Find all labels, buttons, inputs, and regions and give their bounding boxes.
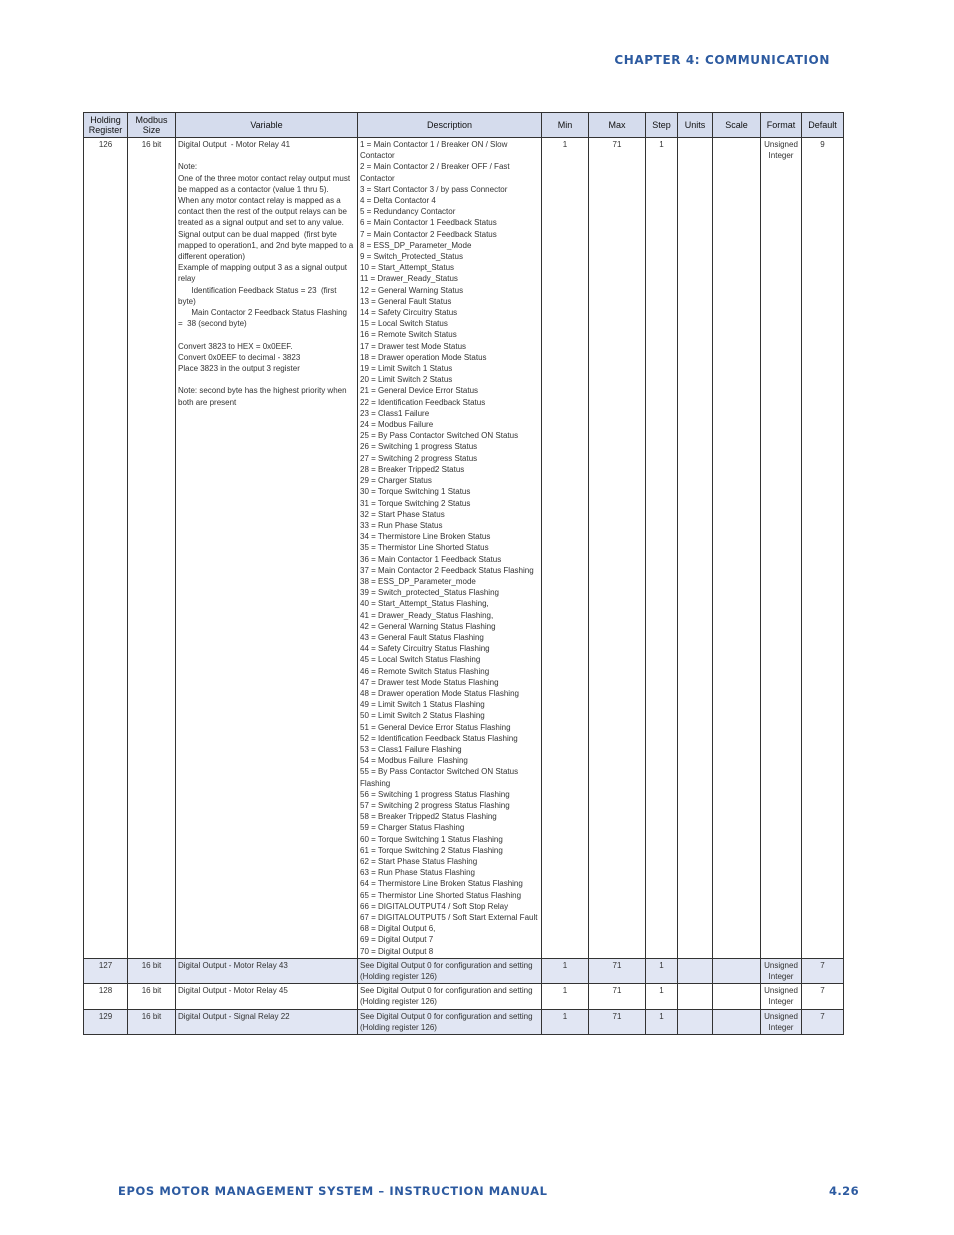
cell-max: 71	[589, 1009, 646, 1034]
cell-format: Unsigned Integer	[761, 958, 802, 983]
col-header-step: Step	[646, 113, 678, 138]
col-header-max: Max	[589, 113, 646, 138]
cell-step: 1	[646, 1009, 678, 1034]
col-header-format: Format	[761, 113, 802, 138]
footer-manual-title: EPOS MOTOR MANAGEMENT SYSTEM – INSTRUCTION MANUAL	[118, 1184, 548, 1198]
cell-step: 1	[646, 958, 678, 983]
cell-scale	[713, 1009, 761, 1034]
cell-scale	[713, 984, 761, 1009]
cell-units	[678, 138, 713, 959]
cell-size: 16 bit	[128, 1009, 176, 1034]
table-row	[84, 138, 844, 959]
cell-register: 127	[84, 958, 128, 983]
table-row	[84, 958, 844, 983]
cell-variable: Digital Output - Signal Relay 22	[176, 1009, 358, 1034]
cell-format: Unsigned Integer	[761, 984, 802, 1009]
cell-min: 1	[542, 1009, 589, 1034]
cell-min: 1	[542, 984, 589, 1009]
col-header-scale: Scale	[713, 113, 761, 138]
cell-min: 1	[542, 138, 589, 959]
col-header-modbus-size: Modbus Size	[128, 113, 176, 138]
cell-max: 71	[589, 984, 646, 1009]
cell-variable: Digital Output - Motor Relay 43	[176, 958, 358, 983]
cell-register: 126	[84, 138, 128, 959]
cell-step: 1	[646, 138, 678, 959]
cell-default: 9	[802, 138, 844, 959]
table-row	[84, 984, 844, 1009]
col-header-holding-register: Holding Register	[84, 113, 128, 138]
cell-max: 71	[589, 958, 646, 983]
col-header-variable: Variable	[176, 113, 358, 138]
cell-default: 7	[802, 984, 844, 1009]
cell-units	[678, 984, 713, 1009]
cell-max: 71	[589, 138, 646, 959]
cell-format: Unsigned Integer	[761, 138, 802, 959]
cell-units	[678, 1009, 713, 1034]
cell-description: See Digital Output 0 for configuration and setting (Holding register 126)	[358, 958, 542, 983]
cell-description: See Digital Output 0 for configuration and setting (Holding register 126)	[358, 984, 542, 1009]
cell-description: See Digital Output 0 for configuration and setting (Holding register 126)	[358, 1009, 542, 1034]
col-header-default: Default	[802, 113, 844, 138]
cell-step: 1	[646, 984, 678, 1009]
cell-size: 16 bit	[128, 984, 176, 1009]
cell-units	[678, 958, 713, 983]
holding-register-table	[83, 112, 844, 1035]
cell-format: Unsigned Integer	[761, 1009, 802, 1034]
cell-default: 7	[802, 1009, 844, 1034]
cell-min: 1	[542, 958, 589, 983]
cell-size: 16 bit	[128, 958, 176, 983]
cell-register: 128	[84, 984, 128, 1009]
col-header-units: Units	[678, 113, 713, 138]
cell-variable: Digital Output - Motor Relay 45	[176, 984, 358, 1009]
cell-scale	[713, 138, 761, 959]
col-header-min: Min	[542, 113, 589, 138]
footer-page-number: 4.26	[829, 1184, 859, 1198]
table-header-row	[84, 113, 844, 138]
table-row	[84, 1009, 844, 1034]
cell-variable: Digital Output - Motor Relay 41 Note: One of the three motor contact relay output must be mapped as a contactor (value 1 thru 5). When any motor contact relay is mapped as a contact then the rest of the output relays can be treated as a signal output and set to any value. Signal output can be dual mapped (first byte mapped to operation1, and 2nd byte mapped to a different operation) Example of mapping output 3 as a signal output relay Identification Feedback Status = 23 (first byte) Main Contactor 2 Feedback Status Flashing = 38 (second byte) Convert 3823 to HEX = 0x0EEF. Convert 0x0EEF to decimal - 3823 Place 3823 in the output 3 register Note: second byte has the highest priority when both are present	[176, 138, 358, 959]
cell-scale	[713, 958, 761, 983]
chapter-header: CHAPTER 4: COMMUNICATION	[614, 53, 830, 67]
cell-register: 129	[84, 1009, 128, 1034]
cell-default: 7	[802, 958, 844, 983]
col-header-description: Description	[358, 113, 542, 138]
cell-size: 16 bit	[128, 138, 176, 959]
cell-description: 1 = Main Contactor 1 / Breaker ON / Slow Contactor 2 = Main Contactor 2 / Breaker OFF / Fast Contactor 3 = Start Contactor 3 / by pass Connector 4 = Delta Contactor 4 5 = Redundancy Contactor 6 = Main Contactor 1 Feedback Status 7 = Main Contactor 2 Feedback Status 8 = ESS_DP_Parameter_Mode 9 = Switch_Protected_Status 10 = Start_Attempt_Status 11 = Drawer_Ready_Status 12 = General Warning Status 13 = General Fault Status 14 = Safety Circuitry Status 15 = Local Switch Status 16 = Remote Switch Status 17 = Drawer test Mode Status 18 = Drawer operation Mode Status 19 = Limit Switch 1 Status 20 = Limit Switch 2 Status 21 = General Device Error Status 22 = Identification Feedback Status 23 = Class1 Failure 24 = Modbus Failure 25 = By Pass Contactor Switched ON Status 26 = Switching 1 progress Status 27 = Switching 2 progress Status 28 = Breaker Tripped2 Status 29 = Charger Status 30 = Torque Switching 1 Status 31 = Torque Switching 2 Status 32 = Start Phase Status 33 = Run Phase Status 34 = Thermistore Line Broken Status 35 = Thermistor Line Shorted Status 36 = Main Contactor 1 Feedback Status 37 = Main Contactor 2 Feedback Status Flashing 38 = ESS_DP_Parameter_mode 39 = Switch_protected_Status Flashing 40 = Start_Attempt_Status Flashing, 41 = Drawer_Ready_Status Flashing, 42 = General Warning Status Flashing 43 = General Fault Status Flashing 44 = Safety Circuitry Status Flashing 45 = Local Switch Status Flashing 46 = Remote Switch Status Flashing 47 = Drawer test Mode Status Flashing 48 = Drawer operation Mode Status Flashing 49 = Limit Switch 1 Status Flashing 50 = Limit Switch 2 Status Flashing 51 = General Device Error Status Flashing 52 = Identification Feedback Status Flashing 53 = Class1 Failure Flashing 54 = Modbus Failure Flashing 55 = By Pass Contactor Switched ON Status Flashing 56 = Switching 1 progress Status Flashing 57 = Switching 2 progress Status Flashing 58 = Breaker Tripped2 Status Flashing 59 = Charger Status Flashing 60 = Torque Switching 1 Status Flashing 61 = Torque Switching 2 Status Flashing 62 = Start Phase Status Flashing 63 = Run Phase Status Flashing 64 = Thermistore Line Broken Status Flashing 65 = Thermistor Line Shorted Status Flashing 66 = DIGITALOUTPUT4 / Soft Stop Relay 67 = DIGITALOUTPUT5 / Soft Start External Fault 68 = Digital Output 6, 69 = Digital Output 7 70 = Digital Output 8	[358, 138, 542, 959]
